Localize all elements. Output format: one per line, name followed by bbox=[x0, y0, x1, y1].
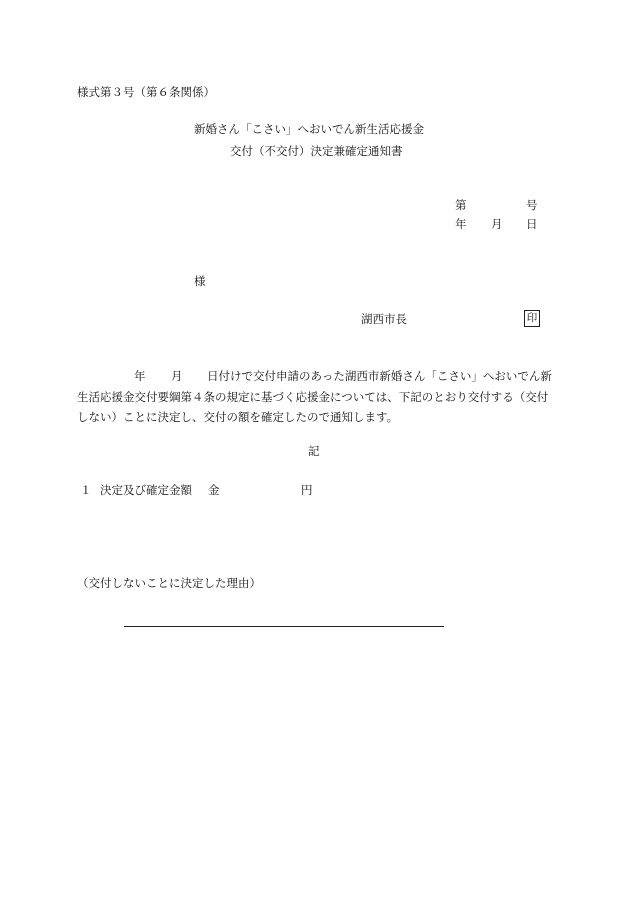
item1-amount-prefix: 金 bbox=[208, 483, 220, 497]
ki-heading: 記 bbox=[308, 444, 320, 458]
document-title-line1: 新婚さん「こさい」へおいでん新生活応援金 bbox=[194, 122, 424, 136]
form-number: 様式第３号（第６条関係） bbox=[77, 85, 215, 99]
notice-body-text: 日付けで交付申請のあった湖西市新婚さん「こさい」へおいでん新生活応援金交付要綱第４条の規定に基づく応援金については、下記のとおり交付する（交付しない）ことに決定し、交付の額を確定したので通知します。 bbox=[77, 369, 552, 424]
reason-line bbox=[124, 626, 444, 627]
seal-mark: 印 bbox=[524, 310, 540, 327]
notice-body bbox=[77, 366, 555, 428]
item1-label: 決定及び確定金額 bbox=[100, 483, 192, 497]
reason-label: （交付しないことに決定した理由） bbox=[77, 576, 261, 590]
date-day: 日 bbox=[526, 217, 538, 231]
body-date-month: 月 bbox=[171, 369, 183, 383]
doc-number-prefix: 第 bbox=[455, 198, 467, 212]
date-month: 月 bbox=[491, 217, 503, 231]
item1-number: １ bbox=[80, 483, 92, 497]
date-year: 年 bbox=[455, 217, 467, 231]
issuer-name: 湖西市長 bbox=[361, 312, 407, 326]
item1-amount-unit: 円 bbox=[301, 483, 313, 497]
body-date-year: 年 bbox=[134, 369, 146, 383]
doc-number-suffix: 号 bbox=[526, 198, 538, 212]
addressee-suffix: 様 bbox=[194, 274, 206, 288]
document-title-line2: 交付（不交付）決定兼確定通知書 bbox=[230, 144, 403, 158]
